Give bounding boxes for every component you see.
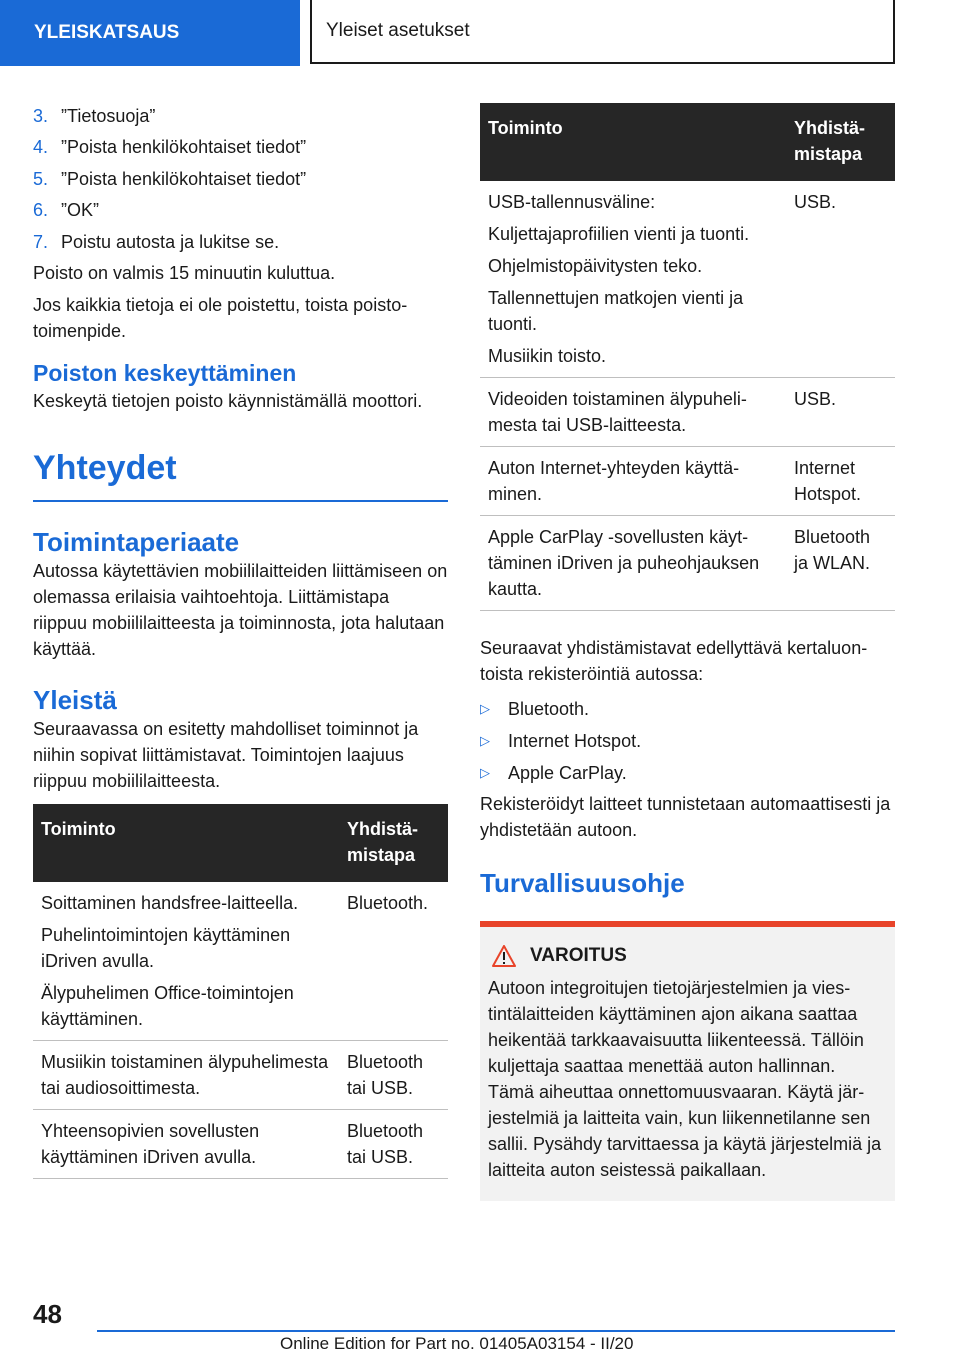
- triangle-bullet-icon: ▷: [480, 733, 490, 748]
- heading-safety: Turvallisuusohje: [480, 868, 685, 898]
- table-cell-function: [480, 447, 786, 516]
- table-header-row: [33, 804, 448, 882]
- paragraph-cancel: Keskeytä tietojen poisto käynnistämällä moottori.: [33, 390, 423, 411]
- step-item: [33, 100, 448, 132]
- cell-text: Videoiden toistaminen älypuhelimesta tai USB-laitteesta.: [488, 389, 747, 435]
- functions-table-left: [33, 804, 448, 1179]
- footer-divider: [97, 1330, 895, 1332]
- section-tab: [0, 0, 300, 66]
- step-item: [33, 132, 448, 164]
- table-cell-method: Bluetooth ja WLAN.: [786, 516, 895, 611]
- warning-title-row: [488, 943, 885, 969]
- cell-text: USB-tallennusväline:: [488, 192, 656, 212]
- page-number: 48: [33, 1299, 62, 1329]
- table-row: [33, 1040, 448, 1109]
- table-header-function: Toiminto: [480, 103, 786, 181]
- step-number: 6.: [33, 200, 49, 221]
- warning-title: VAROITUS: [530, 945, 627, 966]
- table-row: [33, 882, 448, 1041]
- step-number: 3.: [33, 105, 49, 126]
- table-row: [480, 447, 895, 516]
- triangle-bullet-icon: ▷: [480, 701, 490, 716]
- step-text: ”OK”: [61, 200, 99, 221]
- table-cell-method: Bluetooth.: [339, 882, 448, 1041]
- cell-text: Musiikin toistaminen älypuhelimesta tai audiosoittimesta.: [41, 1051, 329, 1098]
- cell-text: Kuljettajaprofiilien vienti ja tuonti.: [488, 224, 750, 244]
- triangle-bullet-icon: ▷: [480, 765, 490, 780]
- table-cell-function: [480, 516, 786, 611]
- cell-text: Musiikin toisto.: [488, 346, 607, 366]
- paragraph-repeat: Jos kaikkia tietoja ei ole poistettu, toista poistotoimenpide.: [33, 294, 408, 341]
- section-label: YLEISKATSAUS: [34, 22, 180, 43]
- paragraph-registration: Seuraavat yhdistämistavat edellyttävä kertaluontoista rekisteröintiä autossa:: [480, 638, 868, 684]
- table-header-function: Toiminto: [33, 804, 339, 882]
- bullet-list: [480, 693, 895, 789]
- heading-connections: Yhteydet: [33, 448, 448, 502]
- list-item-text: Internet Hotspot.: [508, 731, 642, 751]
- paragraph-general: Seuraavassa on esitetty mahdolliset toiminnot ja niihin sopivat liittämistavat. Toimintojen laajuus riippuu mobiililaitteesta.: [33, 718, 419, 791]
- table-cell-function: [480, 378, 786, 447]
- step-item: [33, 226, 448, 258]
- list-item-text: Bluetooth.: [508, 699, 590, 719]
- table-header-method: Yhdistämistapa: [339, 804, 448, 882]
- page-header: [0, 0, 960, 66]
- cell-text: Ohjelmistopäivitysten teko.: [488, 256, 703, 276]
- table-cell-function: [33, 1109, 339, 1178]
- left-column: [33, 100, 448, 1179]
- cell-text: Auton Internet-yhteyden käyttäminen.: [488, 458, 740, 504]
- step-text: ”Tietosuoja”: [61, 105, 156, 126]
- table-cell-method: Bluetooth tai USB.: [339, 1109, 448, 1178]
- warning-triangle-icon: [492, 945, 516, 967]
- cell-text: Apple CarPlay -sovellusten käyttäminen iDriven ja puheohjauksen kautta.: [488, 527, 760, 599]
- paragraph-removal-time: Poisto on valmis 15 minuutin kuluttua.: [33, 262, 336, 283]
- table-cell-method: USB.: [786, 378, 895, 447]
- table-row: [480, 516, 895, 611]
- table-cell-method: Bluetooth tai USB.: [339, 1040, 448, 1109]
- step-item: [33, 163, 448, 195]
- cell-text: Puhelintoimintojen käyttäminen iDriven avulla.: [41, 924, 291, 971]
- warning-box: [480, 921, 895, 1201]
- step-number: 7.: [33, 231, 49, 252]
- table-header-method: Yhdistämistapa: [786, 103, 895, 181]
- step-number: 5.: [33, 168, 49, 189]
- table-row: [33, 1109, 448, 1178]
- chapter-tab: [310, 0, 895, 64]
- step-text: ”Poista henkilökohtaiset tiedot”: [61, 137, 307, 158]
- table-cell-function: [480, 181, 786, 378]
- table-row: [480, 378, 895, 447]
- list-item: [480, 693, 895, 725]
- table-cell-method: USB.: [786, 181, 895, 378]
- step-number: 4.: [33, 137, 49, 158]
- chapter-label: Yleiset asetukset: [326, 20, 470, 41]
- table-cell-function: [33, 1040, 339, 1109]
- table-header-row: [480, 103, 895, 181]
- paragraph-auto-connect: Rekisteröidyt laitteet tunnistetaan automaattisesti ja yhdistetään autoon.: [480, 794, 891, 840]
- cell-text: Tallennettujen matkojen vienti ja tuonti.: [488, 288, 744, 334]
- cell-text: Älypuhelimen Office-toimintojen käyttäminen.: [41, 982, 294, 1029]
- list-item: [480, 757, 895, 789]
- paragraph-principle: Autossa käytettävien mobiililaitteiden liittämiseen on olemassa erilaisia vaihtoehtoja. Liittämistapa riippuu mobiililaitteesta ja toiminnosta, jota halutaan käyttää.: [33, 560, 448, 659]
- list-item-text: Apple CarPlay.: [508, 763, 627, 783]
- list-item: [480, 725, 895, 757]
- table-cell-method: Internet Hotspot.: [786, 447, 895, 516]
- table-row: [480, 181, 895, 378]
- heading-cancel: Poiston keskeyttäminen: [33, 359, 297, 386]
- step-text: ”Poista henkilökohtaiset tiedot”: [61, 168, 307, 189]
- warning-text: Autoon integroitujen tietojärjestelmien ja viestintälaitteiden käyttäminen ajon aikana saattaa heikentää tarkkaavaisuutta liikenteessä. Tällöin kuljettaja saattaa menettää auton hallinnan. Tämä aiheuttaa onnettomuusvaaran. Käytä järjestelmiä ja laitteita vain, kun liikennetilanne sen sallii. Pysähdy tarvittaessa ja käytä järjestelmiä ja laitteita auton seistessä paikallaan.: [488, 978, 882, 1180]
- right-column: [480, 103, 895, 1201]
- step-text: Poistu autosta ja lukitse se.: [61, 231, 280, 252]
- cell-text: Yhteensopivien sovellusten käyttäminen iDriven avulla.: [41, 1120, 260, 1167]
- heading-principle: Toimintaperiaate: [33, 526, 240, 557]
- functions-table-right: [480, 103, 895, 611]
- step-item: [33, 195, 448, 227]
- step-list: [33, 100, 448, 258]
- heading-general: Yleistä: [33, 684, 117, 715]
- footer-edition: Online Edition for Part no. 01405A03154 - II/20: [280, 1334, 634, 1353]
- table-cell-function: [33, 882, 339, 1041]
- cell-text: Soittaminen handsfree-laitteella.: [41, 892, 299, 913]
